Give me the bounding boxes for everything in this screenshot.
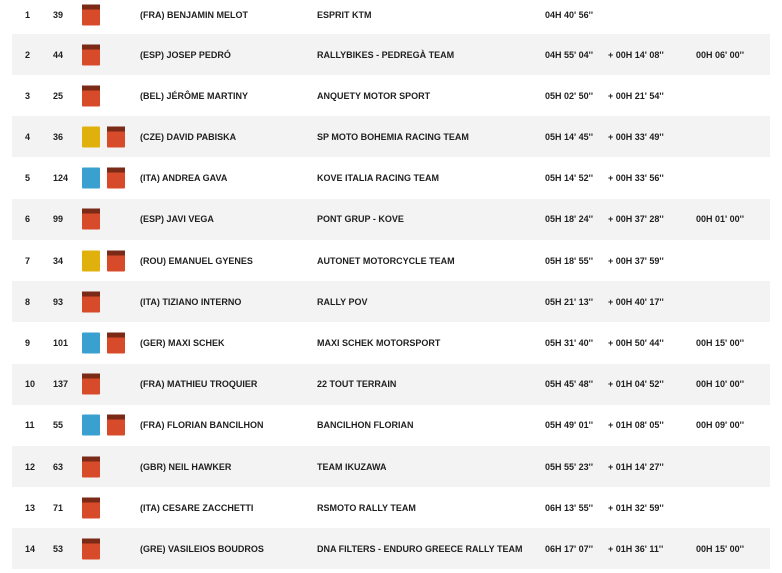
penalty-cell: 00H 09' 00'' [696,420,744,431]
bib-number-cell: 137 [53,379,69,390]
gold-class-icon [82,250,100,271]
position-cell: 13 [25,502,36,513]
bib-number-cell: 63 [53,461,64,472]
team-name-cell[interactable]: 22 TOUT TERRAIN [317,379,397,390]
moto-category-icon [82,291,100,312]
time-cell: 05H 18' 24'' [545,214,593,225]
rider-name-cell[interactable]: (ESP) JOSEP PEDRÓ [140,49,231,60]
team-name-cell[interactable]: MAXI SCHEK MOTORSPORT [317,337,441,348]
rider-name-cell[interactable]: (ESP) JAVI VEGA [140,214,214,225]
time-cell: 05H 14' 45'' [545,131,593,142]
gap-cell: + 00H 14' 08'' [608,49,664,60]
bib-number-cell: 53 [53,543,64,554]
team-name-cell[interactable]: SP MOTO BOHEMIA RACING TEAM [317,131,469,142]
bib-number-cell: 55 [53,420,64,431]
position-cell: 2 [25,49,31,60]
rider-name-cell[interactable]: (ITA) CESARE ZACCHETTI [140,502,254,513]
table-row[interactable] [12,75,770,116]
table-row[interactable] [12,446,770,487]
moto-category-icon [107,415,125,436]
gap-cell: + 01H 04' 52'' [608,379,664,390]
time-cell: 05H 18' 55'' [545,255,593,266]
time-cell: 05H 55' 23'' [545,461,593,472]
team-name-cell[interactable]: ANQUETY MOTOR SPORT [317,90,431,101]
gap-cell: + 01H 14' 27'' [608,461,664,472]
table-row[interactable] [12,405,770,446]
bib-number-cell: 25 [53,90,64,101]
gap-cell: + 00H 21' 54'' [608,90,664,101]
gold-class-icon [82,126,100,147]
moto-category-icon [82,44,100,65]
gap-cell: + 00H 37' 28'' [608,214,664,225]
team-name-cell[interactable]: RALLY POV [317,296,368,307]
moto-category-icon [107,126,125,147]
position-cell: 6 [25,214,31,225]
table-row[interactable] [12,487,770,528]
penalty-cell: 00H 15' 00'' [696,337,744,348]
table-row[interactable] [12,158,770,199]
gap-cell: + 00H 40' 17'' [608,296,664,307]
moto-category-icon [82,456,100,477]
moto-category-icon [82,374,100,395]
position-cell: 8 [25,296,31,307]
table-row[interactable] [12,116,770,157]
bib-number-cell: 44 [53,49,64,60]
time-cell: 05H 21' 13'' [545,296,593,307]
bib-number-cell: 39 [53,10,64,20]
time-cell: 06H 13' 55'' [545,502,593,513]
table-row[interactable] [12,281,770,322]
bib-number-cell: 36 [53,131,64,142]
bib-number-cell: 93 [53,296,64,307]
rider-name-cell[interactable]: (FRA) BENJAMIN MELOT [140,10,248,20]
team-name-cell[interactable]: RSMOTO RALLY TEAM [317,502,416,513]
team-name-cell[interactable]: RALLYBIKES - PEDREGÀ TEAM [317,49,455,60]
rider-name-cell[interactable]: (BEL) JÉRÔME MARTINY [140,90,248,101]
moto-category-icon [82,5,100,26]
table-row[interactable] [12,34,770,75]
rider-name-cell[interactable]: (ROU) EMANUEL GYENES [140,255,253,266]
table-row[interactable] [12,199,770,240]
position-cell: 14 [25,543,36,554]
rider-name-cell[interactable]: (GRE) VASILEIOS BOUDROS [140,543,264,554]
gap-cell: + 00H 33' 49'' [608,131,664,142]
rider-name-cell[interactable]: (GBR) NEIL HAWKER [140,461,232,472]
position-cell: 1 [25,10,31,20]
table-row[interactable] [12,364,770,405]
position-cell: 9 [25,337,31,348]
blue-class-icon [82,168,100,189]
moto-category-icon [107,168,125,189]
moto-category-icon [82,209,100,230]
team-name-cell[interactable]: ESPRIT KTM [317,10,372,20]
time-cell: 05H 14' 52'' [545,173,593,184]
time-cell: 05H 31' 40'' [545,337,593,348]
rider-name-cell[interactable]: (GER) MAXI SCHEK [140,337,225,348]
time-cell: 05H 49' 01'' [545,420,593,431]
gap-cell: + 00H 37' 59'' [608,255,664,266]
position-cell: 12 [25,461,36,472]
bib-number-cell: 124 [53,173,69,184]
team-name-cell[interactable]: KOVE ITALIA RACING TEAM [317,173,439,184]
gap-cell: + 01H 36' 11'' [608,543,664,554]
table-row[interactable] [12,0,770,34]
penalty-cell: 00H 06' 00'' [696,49,744,60]
moto-category-icon [82,538,100,559]
bib-number-cell: 101 [53,337,69,348]
team-name-cell[interactable]: BANCILHON FLORIAN [317,420,414,431]
time-cell: 06H 17' 07'' [545,543,593,554]
time-cell: 05H 45' 48'' [545,379,593,390]
blue-class-icon [82,415,100,436]
table-row[interactable] [12,322,770,363]
bib-number-cell: 99 [53,214,64,225]
bib-number-cell: 34 [53,255,64,266]
time-cell: 05H 02' 50'' [545,90,593,101]
time-cell: 04H 55' 04'' [545,49,593,60]
team-name-cell[interactable]: DNA FILTERS - ENDURO GREECE RALLY TEAM [317,543,523,554]
position-cell: 5 [25,173,31,184]
position-cell: 4 [25,131,31,142]
rider-name-cell[interactable]: (FRA) FLORIAN BANCILHON [140,420,264,431]
gap-cell: + 01H 32' 59'' [608,502,664,513]
table-row[interactable] [12,240,770,281]
rider-name-cell[interactable]: (ITA) TIZIANO INTERNO [140,296,242,307]
bib-number-cell: 71 [53,502,64,513]
position-cell: 11 [25,420,35,431]
team-name-cell[interactable]: AUTONET MOTORCYCLE TEAM [317,255,455,266]
position-cell: 10 [25,379,36,390]
moto-category-icon [107,250,125,271]
table-row[interactable] [12,528,770,569]
penalty-cell: 00H 15' 00'' [696,543,744,554]
gap-cell: + 00H 50' 44'' [608,337,664,348]
time-cell: 04H 40' 56'' [545,10,593,20]
gap-cell: + 01H 08' 05'' [608,420,664,431]
gap-cell: + 00H 33' 56'' [608,173,664,184]
position-cell: 3 [25,90,31,101]
team-name-cell[interactable]: TEAM IKUZAWA [317,461,387,472]
rider-name-cell[interactable]: (ITA) ANDREA GAVA [140,173,228,184]
moto-category-icon [82,85,100,106]
penalty-cell: 00H 01' 00'' [696,214,744,225]
penalty-cell: 00H 10' 00'' [696,379,744,390]
rider-name-cell[interactable]: (FRA) MATHIEU TROQUIER [140,379,258,390]
blue-class-icon [82,332,100,353]
moto-category-icon [107,332,125,353]
moto-category-icon [82,497,100,518]
team-name-cell[interactable]: PONT GRUP - KOVE [317,214,404,225]
position-cell: 7 [25,255,31,266]
rider-name-cell[interactable]: (CZE) DAVID PABISKA [140,131,237,142]
